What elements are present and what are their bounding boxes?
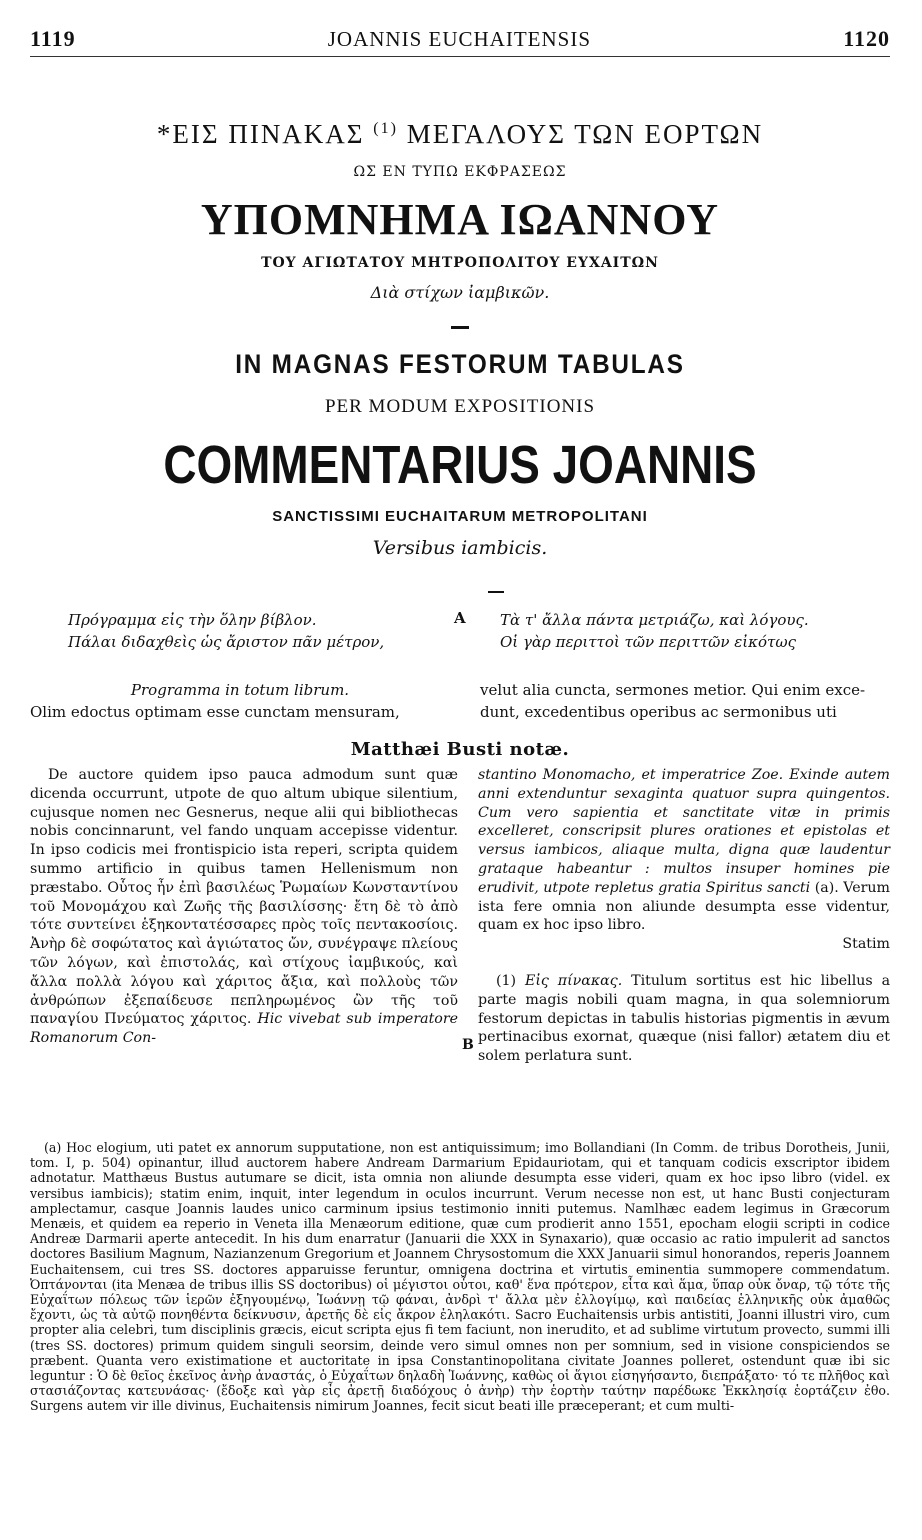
footnote [30, 1140, 890, 1414]
greek-title [30, 119, 890, 150]
greek-subtitle: ΩΣ ΕΝ ΤΥΠΩ ΕΚΦΡΑΣΕΩΣ [353, 164, 567, 180]
greek-main-title: ΥΠΟΜΝΗΜΑ ΙΩΑΝΝΟΥ [200, 195, 720, 244]
greek-title-part2: ΜΕΓΑΛΟΥΣ ΤΩΝ ΕΟΡΤΩΝ [406, 119, 764, 149]
notes-columns [30, 766, 890, 1096]
latin-main-title: COMMENTARIUS JOANNIS [163, 435, 757, 495]
note-paragraph [478, 972, 890, 1066]
right-page-number: 1120 [843, 26, 890, 51]
greek-meter-line: Διὰ στίχων ἰαμβικῶν. [370, 283, 550, 302]
latin-author-line: SANCTISSIMI EUCHAITARUM METROPOLITANI [272, 508, 648, 525]
running-title: JOANNIS EUCHAITENSIS [327, 27, 592, 51]
latin-verse-right [480, 679, 890, 723]
margin-letter: A [454, 609, 466, 627]
greek-author-line: ΤΟΥ ΑΓΙΩΤΑΤΟΥ ΜΗΤΡΟΠΟΛΙΤΟΥ ΕΥΧΑΙΤΩΝ [261, 255, 659, 271]
footnote-marker: (1) [373, 120, 398, 137]
divider [451, 326, 469, 329]
right-column [478, 766, 890, 1066]
divider [488, 591, 504, 593]
latin-title: IN MAGNAS FESTORUM TABULAS [235, 349, 685, 379]
page [30, 26, 890, 1096]
paragraph-tail: (a). Verum ista fere omnia non aliunde desumpta esse videntur, quam ex hoc ipso libro. [478, 879, 890, 934]
note-text: Titulum sortitus est hic libellus a parte magis nobili quam magna, in qua solemniorum festorum depictas in tabulis historias pigmentis in ævum pertinacibus exornat, quæque (nisi fallor) ætatem diu et solem perlatura sunt. [478, 972, 891, 1065]
margin-letter: B [462, 1037, 474, 1053]
latin-verse-heading: Programma in totum librum. [130, 681, 350, 699]
catchword: Statim [842, 936, 890, 953]
paragraph [30, 766, 458, 1048]
greek-verse-right [500, 609, 809, 653]
greek-verse-line: Τὰ τ' ἄλλα πάντα μετριάζω, καὶ λόγους. [500, 611, 809, 629]
greek-verse-line: Πάλαι διδαχθεὶς ὡς ἄριστον πᾶν μέτρον, [68, 633, 385, 651]
greek-verse-block [30, 609, 890, 679]
latin-verse-line: velut alia cuncta, sermones metior. Qui enim exce- [480, 681, 866, 699]
left-page-number: 1119 [30, 26, 76, 51]
latin-verse-line: Olim edoctus optimam esse cunctam mensuram, [30, 703, 400, 721]
latin-verse-block [30, 679, 890, 737]
left-column [30, 766, 458, 1048]
paragraph-text: stantino Monomacho, et imperatrice Zoe. Exinde autem anni extenduntur sexaginta quatuor supra quingentos. Cum vero sapientia et sanctitate vitæ in primis excelleret, conscripsit plures orationes et epistolas et versus iambicos, aliaque multa, digna quæ laudentur grataque habeantur : multos insuper homines pie erudivit, utpote repletus gratia Spiritus sancti [478, 767, 890, 896]
note-lemma: Εἰς πίνακας. [525, 972, 623, 989]
latin-verse-left [30, 679, 450, 723]
latin-subtitle: PER MODUM EXPOSITIONIS [324, 396, 596, 417]
greek-verse-line: Πρόγραμμα εἰς τὴν ὅλην βίβλον. [68, 611, 317, 629]
note-marker: (1) [496, 972, 517, 989]
latin-meter-line: Versibus iambicis. [372, 537, 548, 559]
greek-verse-left [68, 609, 384, 653]
running-head [30, 26, 890, 57]
greek-verse-line: Οἱ γὰρ περιττοὶ τῶν περιττῶν εἰκότως [500, 633, 796, 651]
greek-title-part1: *ΕΙΣ ΠΙΝΑΚΑΣ [156, 119, 365, 149]
paragraph-text: De auctore quidem ipso pauca admodum sunt quæ dicenda occurrunt, utpote de quo altum ubique silentium, cujusque nomen nec Gesnerus, neque alii qui bibliothecas nobis concinnarunt, vel fando unquam accepisse videntur. In ipso codicis mei frontispicio ista reperi, scripta quidem summo artificio in quibus tamen Hellenismum non præstabo. Οὗτος ἦν ἐπὶ βασιλέως Ῥωμαίων Κωνσταντίνου τοῦ Μονομάχου καὶ Ζωῆς τῆς βασιλίσσης· ἔτη δὲ τὸ ἀπὸ τότε συντείνει ἑξηκοντατέσσαρες πρὸς τοῖς πεντακοσίοις. Ἀνὴρ δὲ σοφώτατος καὶ ἁγιώτατος ὤν, συνέγραψε πλείους τῶν λόγων, καὶ ἐπιστολάς, καὶ στίχους ἰαμβικούς, καὶ ἄλλα πολλὰ λόγου καὶ χάριτος ἄξια, καὶ πολλοὺς τῶν ἀνθρώπων ἐξεπαίδευσε πεπληρωμένος ὢν τῆς τοῦ παναγίου Πνεύματος χάριτος. [30, 767, 458, 1028]
footnote-text: (a) Hoc elogium, uti patet ex annorum supputatione, non est antiquissimum; imo Bollandiani (In Comm. de tribus Dorotheis, Junii, tom. I, p. 504) opinantur, illud auctorem habere Andream Darmarium Epidauriotam, qui et tanquam codicis exscriptor ibidem adnotatur. Matthæus Bustus autumare se dicit, ista omnia non aliunde desumpta esse videri, quam ex hoc ipso libro (videl. ex versibus iambicis); statim enim, inquit, inter legendum in oculos incurrunt. Verum necesse non est, ut hanc Busti conjecturam amplectamur, casque Joannis laudes unico carminum ipsius testimonio inniti putemus. Namlhæc eadem legimus in Græcorum Menæis, et quidem ea reperio in Veneta illa Menæorum editione, quæ cum prodierit anno 1551, epocham elogii scripti in codice Andreæ Darmarii aperte antecedit. In his dum enarratur (Januarii die XXX in Synaxario), quæ occasio ac ratio impulerit ad sanctos doctores Basilium Magnum, Nazianzenum Gregorium et Joannem Chrysostomum die XXX Januarii simul honorandos, reperis Joannem Euchaitensem, cui tres SS. doctores apparuisse feruntur, omnigena doctrina et virtutis eminentia summopere commendatum. Ὀπτάνονται (ita Menæa de tribus illis SS doctoribus) οἱ μέγιστοι οὗτοι, καθ' ἕνα πρότερον, εἶτα καὶ ἅμα, ὕπαρ οὐκ ὄναρ, τῷ τότε τῆς Εὐχαΐτων πόλεως τῶν ἱερῶν ἐξηγουμένῳ, Ἰωάννῃ τῷ φάναι, ἀνδρὶ τ' ἄλλα μὲν ἐλλογίμῳ, καὶ παιδείας ἑλληνικῆς οὐκ ἀμαθῶς ἔχοντι, ὡς τὰ αὐτῷ πονηθέντα δείκνυσιν, ἀρετῆς δὲ εἰς ἄκρον ἐληλακότι. Sacro Euchaitensis urbis antistiti, Joanni illustri viro, cum propter alia celebri, tum disciplinis græcis, eicut scripta ejus fi tem faciunt, non inerudito, et ad sublime virtutum provecto, summi illi (tres SS. doctores) primum quidem singuli seorsim, deinde vero simul omnes non per somnium, sed in visione conspiciendos se præbent. Quanta vero existimatione et auctoritate in ipsa Constantinopolitana civitate Joannes polleret, ostendunt quæ ibi sic leguntur : Ὁ δὲ θεῖος ἐκεῖνος ἀνὴρ ἀναστάς, ὁ Εὐχαΐτων δηλαδὴ Ἰωάννης, καθὼς οἱ ἅγιοι εἰσηγήσαντο, διεπράξατο· τό τε πλῆθος καὶ στασιάζοντας κατευνάσας· (ἔδοξε καὶ γὰρ εἶς ἀρετῇ διαδόχους ὁ ἀνὴρ) τὴν ἑορτὴν ταύτην παρέδωκε Ἐκκλησίᾳ ἑορτάζειν ἐθο. Surgens autem vir ille divinus, Euchaitensis nimirum Joannes, fecit sicut beati ille præceperant; et cum multi- [30, 1140, 890, 1414]
notes-heading: Matthæi Busti notæ. [350, 739, 570, 760]
paragraph-latin: Hic vivebat sub imperatore Romanorum Con- [30, 1011, 458, 1047]
paragraph [478, 766, 890, 935]
latin-verse-line: dunt, excedentibus operibus ac sermonibus uti [480, 703, 837, 721]
